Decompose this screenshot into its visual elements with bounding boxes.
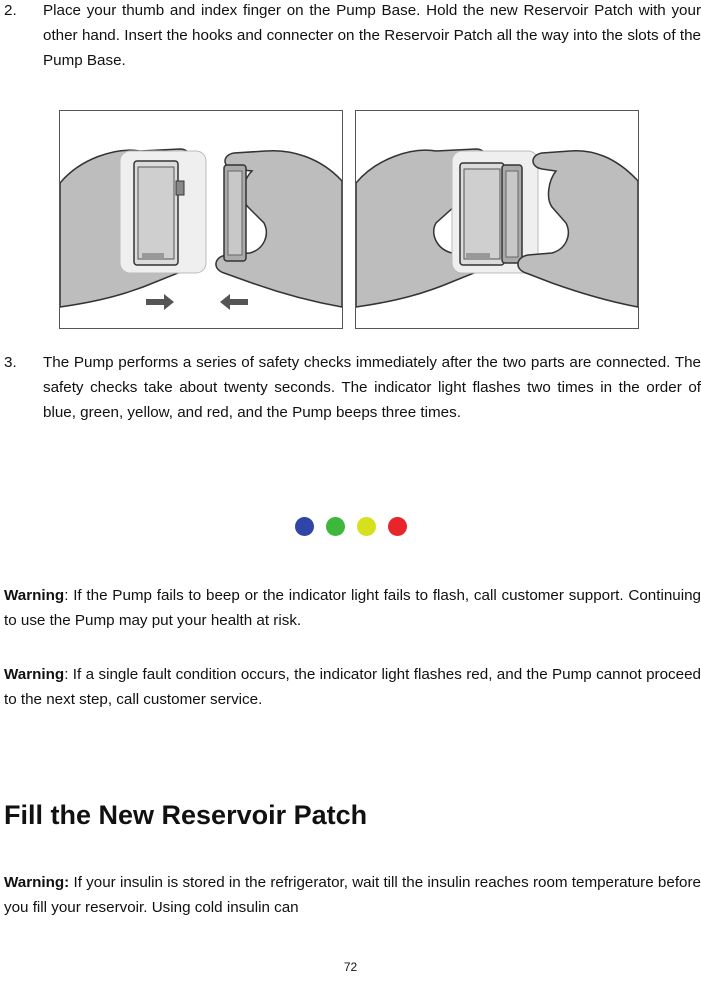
warning-text: If your insulin is stored in the refrigerator, wait till the insulin reaches room temperature before you fill your reservoir. Using cold insulin can [4,874,701,916]
section-heading: Fill the New Reservoir Patch [4,800,368,830]
warning-text: : If a single fault condition occurs, the indicator light flashes red, and the Pump cannot proceed to the next step, call customer service. [4,666,701,708]
step-3-text: The Pump performs a series of safety checks immediately after the two parts are connected. The safety checks take about twenty seconds. The indicator light flashes two times in the order of blue, green, yellow, and red, and the Pump beeps three times. [43,354,701,421]
warning-label: Warning: [4,874,70,891]
figure-connected-pump [355,110,639,329]
warning-label: Warning [4,666,65,683]
indicator-blue-dot [295,517,314,536]
warning-single-fault [4,662,701,712]
indicator-green-dot [326,517,345,536]
indicator-yellow-dot [357,517,376,536]
figure-insert-reservoir [59,110,343,329]
page-number: 72 [343,960,358,974]
indicator-red-dot [388,517,407,536]
warning-label: Warning [4,587,65,604]
step-2-text: Place your thumb and index finger on the Pump Base. Hold the new Reservoir Patch with your other hand. Insert the hooks and connecter on the Reservoir Patch all the way into the slots of the Pump Base. [43,2,701,69]
step-3-number: 3. [4,354,17,371]
warning-cold-insulin [4,870,701,920]
step-2-number: 2. [4,2,17,19]
warning-pump-fails [4,583,701,633]
warning-text: : If the Pump fails to beep or the indicator light fails to flash, call customer support. Continuing to use the Pump may put your health at risk. [4,587,701,629]
